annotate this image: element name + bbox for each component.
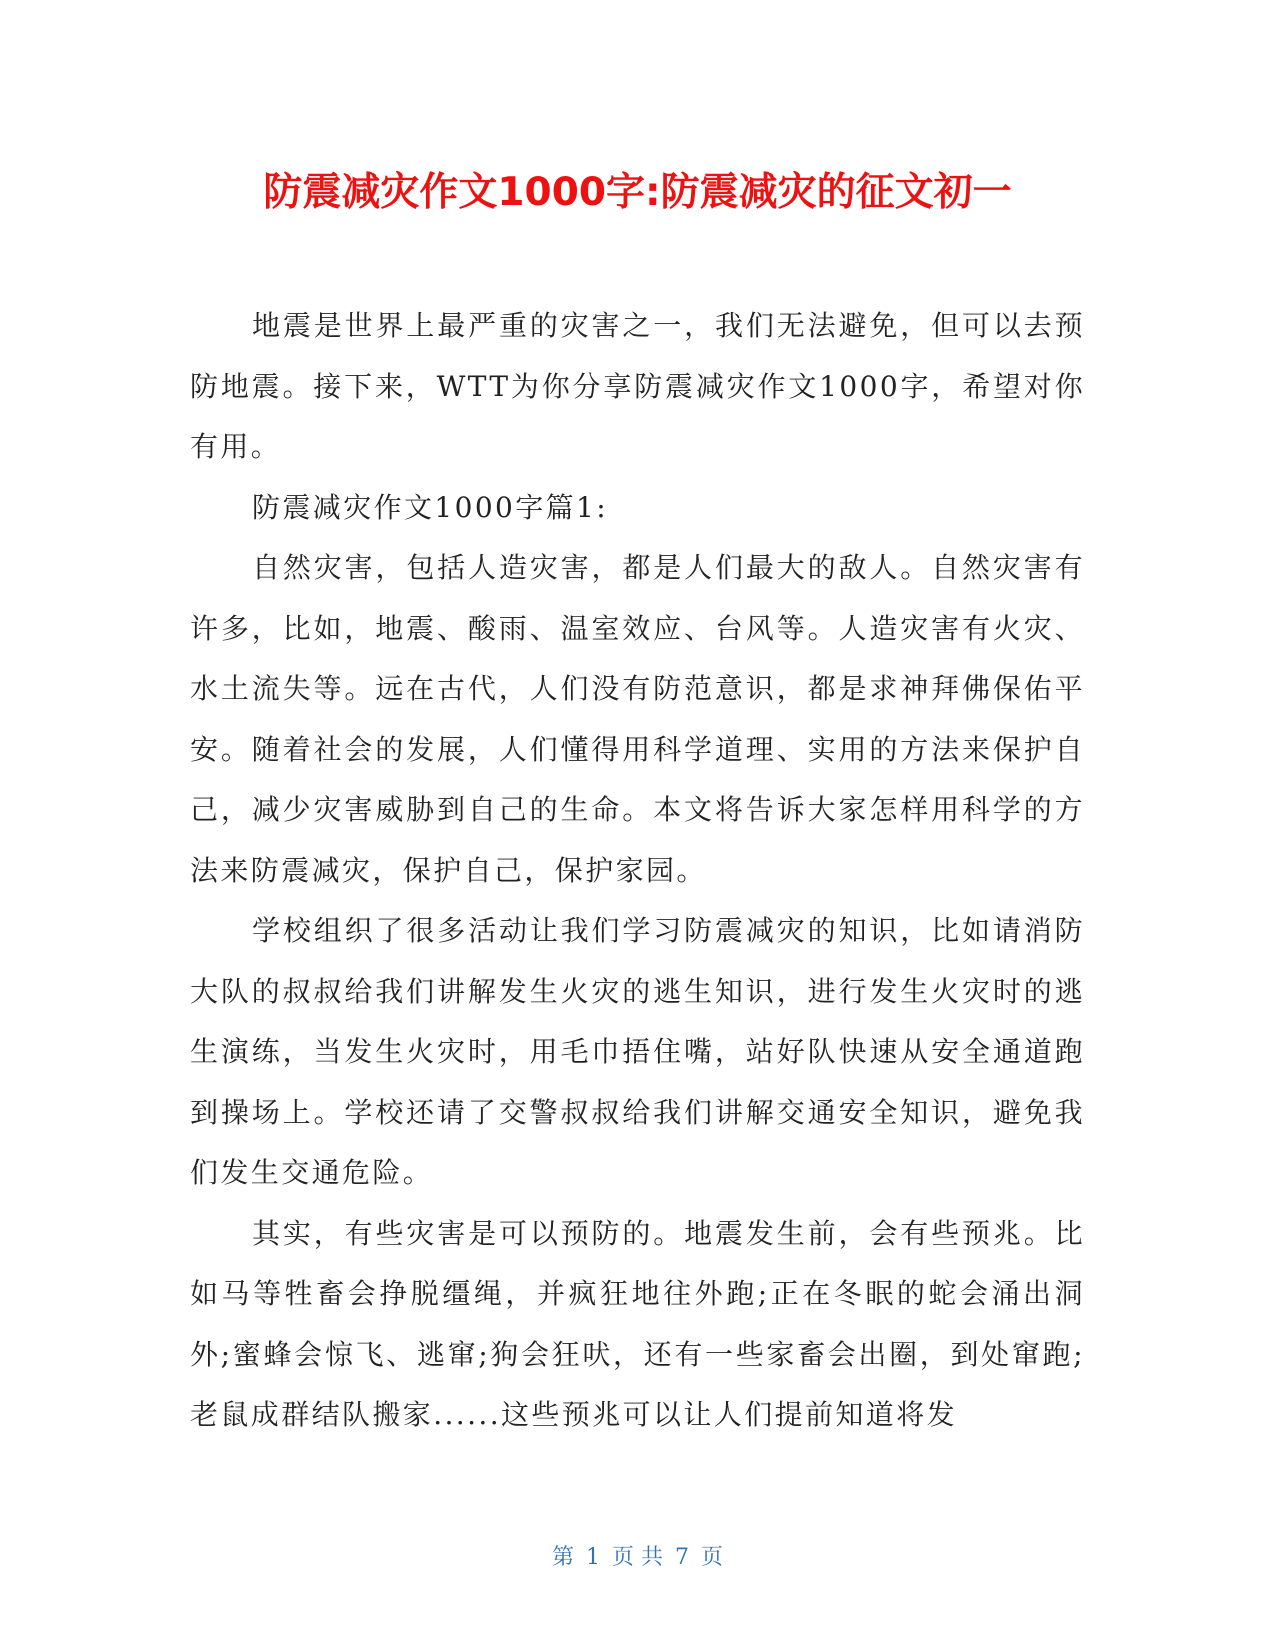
- document-title: 防震减灾作文1000字:防震减灾的征文初一: [263, 170, 1012, 215]
- document-body: [190, 296, 1085, 1446]
- paragraph-section-heading: 防震减灾作文1000字篇1:: [252, 490, 609, 524]
- page-number-footer: [0, 1543, 1275, 1573]
- paragraph-intro: 地震是世界上最严重的灾害之一，我们无法避免，但可以去预防地震。接下来，WTT为你分享防震减灾作文1000字，希望对你有用。: [190, 309, 1085, 463]
- page-label-prefix: 第: [551, 1545, 574, 1570]
- page-label-mid: 页 共: [612, 1545, 663, 1570]
- page-label-suffix: 页: [701, 1545, 724, 1570]
- current-page-number: 1: [586, 1545, 600, 1570]
- paragraph-earthquake-signs: 其实，有些灾害是可以预防的。地震发生前，会有些预兆。比如马等牲畜会挣脱缰绳，并疯狂地往外跑;正在冬眠的蛇会涌出洞外;蜜蜂会惊飞、逃窜;狗会狂吠，还有一些家畜会出圈，到处窜跑;老鼠成群结队搬家......这些预兆可以让人们提前知道将发: [190, 1216, 1085, 1431]
- total-pages-number: 7: [675, 1545, 689, 1570]
- paragraph-natural-disasters: 自然灾害，包括人造灾害，都是人们最大的敌人。自然灾害有许多，比如，地震、酸雨、温室效应、台风等。人造灾害有火灾、水土流失等。远在古代，人们没有防范意识，都是求神拜佛保佑平安。随着社会的发展，人们懂得用科学道理、实用的方法来保护自己，减少灾害威胁到自己的生命。本文将告诉大家怎样用科学的方法来防震减灾，保护自己，保护家园。: [190, 551, 1085, 887]
- paragraph-school-activities: 学校组织了很多活动让我们学习防震减灾的知识，比如请消防大队的叔叔给我们讲解发生火灾的逃生知识，进行发生火灾时的逃生演练，当发生火灾时，用毛巾捂住嘴，站好队快速从安全通道跑到操场上。学校还请了交警叔叔给我们讲解交通安全知识，避免我们发生交通危险。: [190, 914, 1085, 1189]
